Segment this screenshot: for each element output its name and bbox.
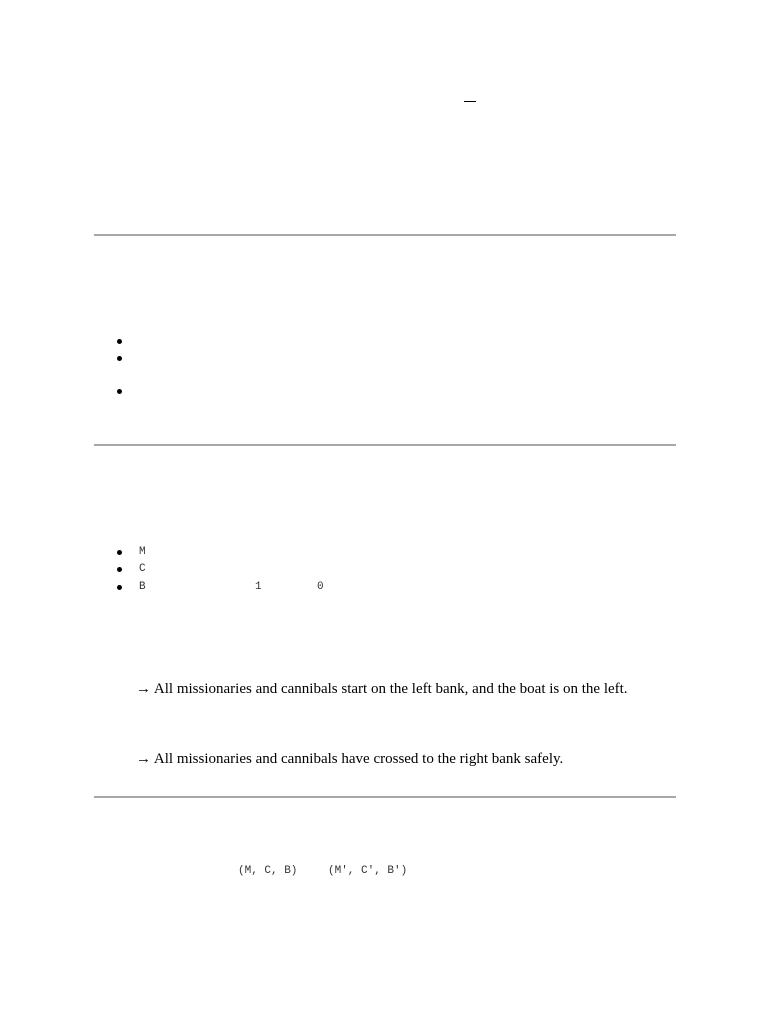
variable-b-label: B bbox=[139, 581, 146, 593]
title-dash bbox=[464, 101, 476, 102]
variable-c-label: C bbox=[139, 563, 146, 575]
bullet-marker bbox=[117, 550, 122, 555]
initial-state-description: → All missionaries and cannibals start on the left bank, and the boat is on the left. bbox=[136, 681, 628, 697]
section-divider bbox=[94, 444, 676, 446]
section-divider bbox=[94, 234, 676, 236]
variable-b-value-right: 0 bbox=[317, 581, 324, 593]
bullet-marker bbox=[117, 339, 122, 344]
bullet-marker bbox=[117, 389, 122, 394]
goal-state-description: → All missionaries and cannibals have crossed to the right bank safely. bbox=[136, 751, 564, 767]
bullet-marker bbox=[117, 567, 122, 572]
variable-m-label: M bbox=[139, 546, 146, 558]
bullet-marker bbox=[117, 585, 122, 590]
variable-b-value-left: 1 bbox=[255, 581, 262, 593]
state-tuple-from: (M, C, B) bbox=[238, 865, 298, 877]
state-tuple-to: (M', C', B') bbox=[328, 865, 408, 877]
section-divider bbox=[94, 796, 676, 798]
bullet-marker bbox=[117, 356, 122, 361]
